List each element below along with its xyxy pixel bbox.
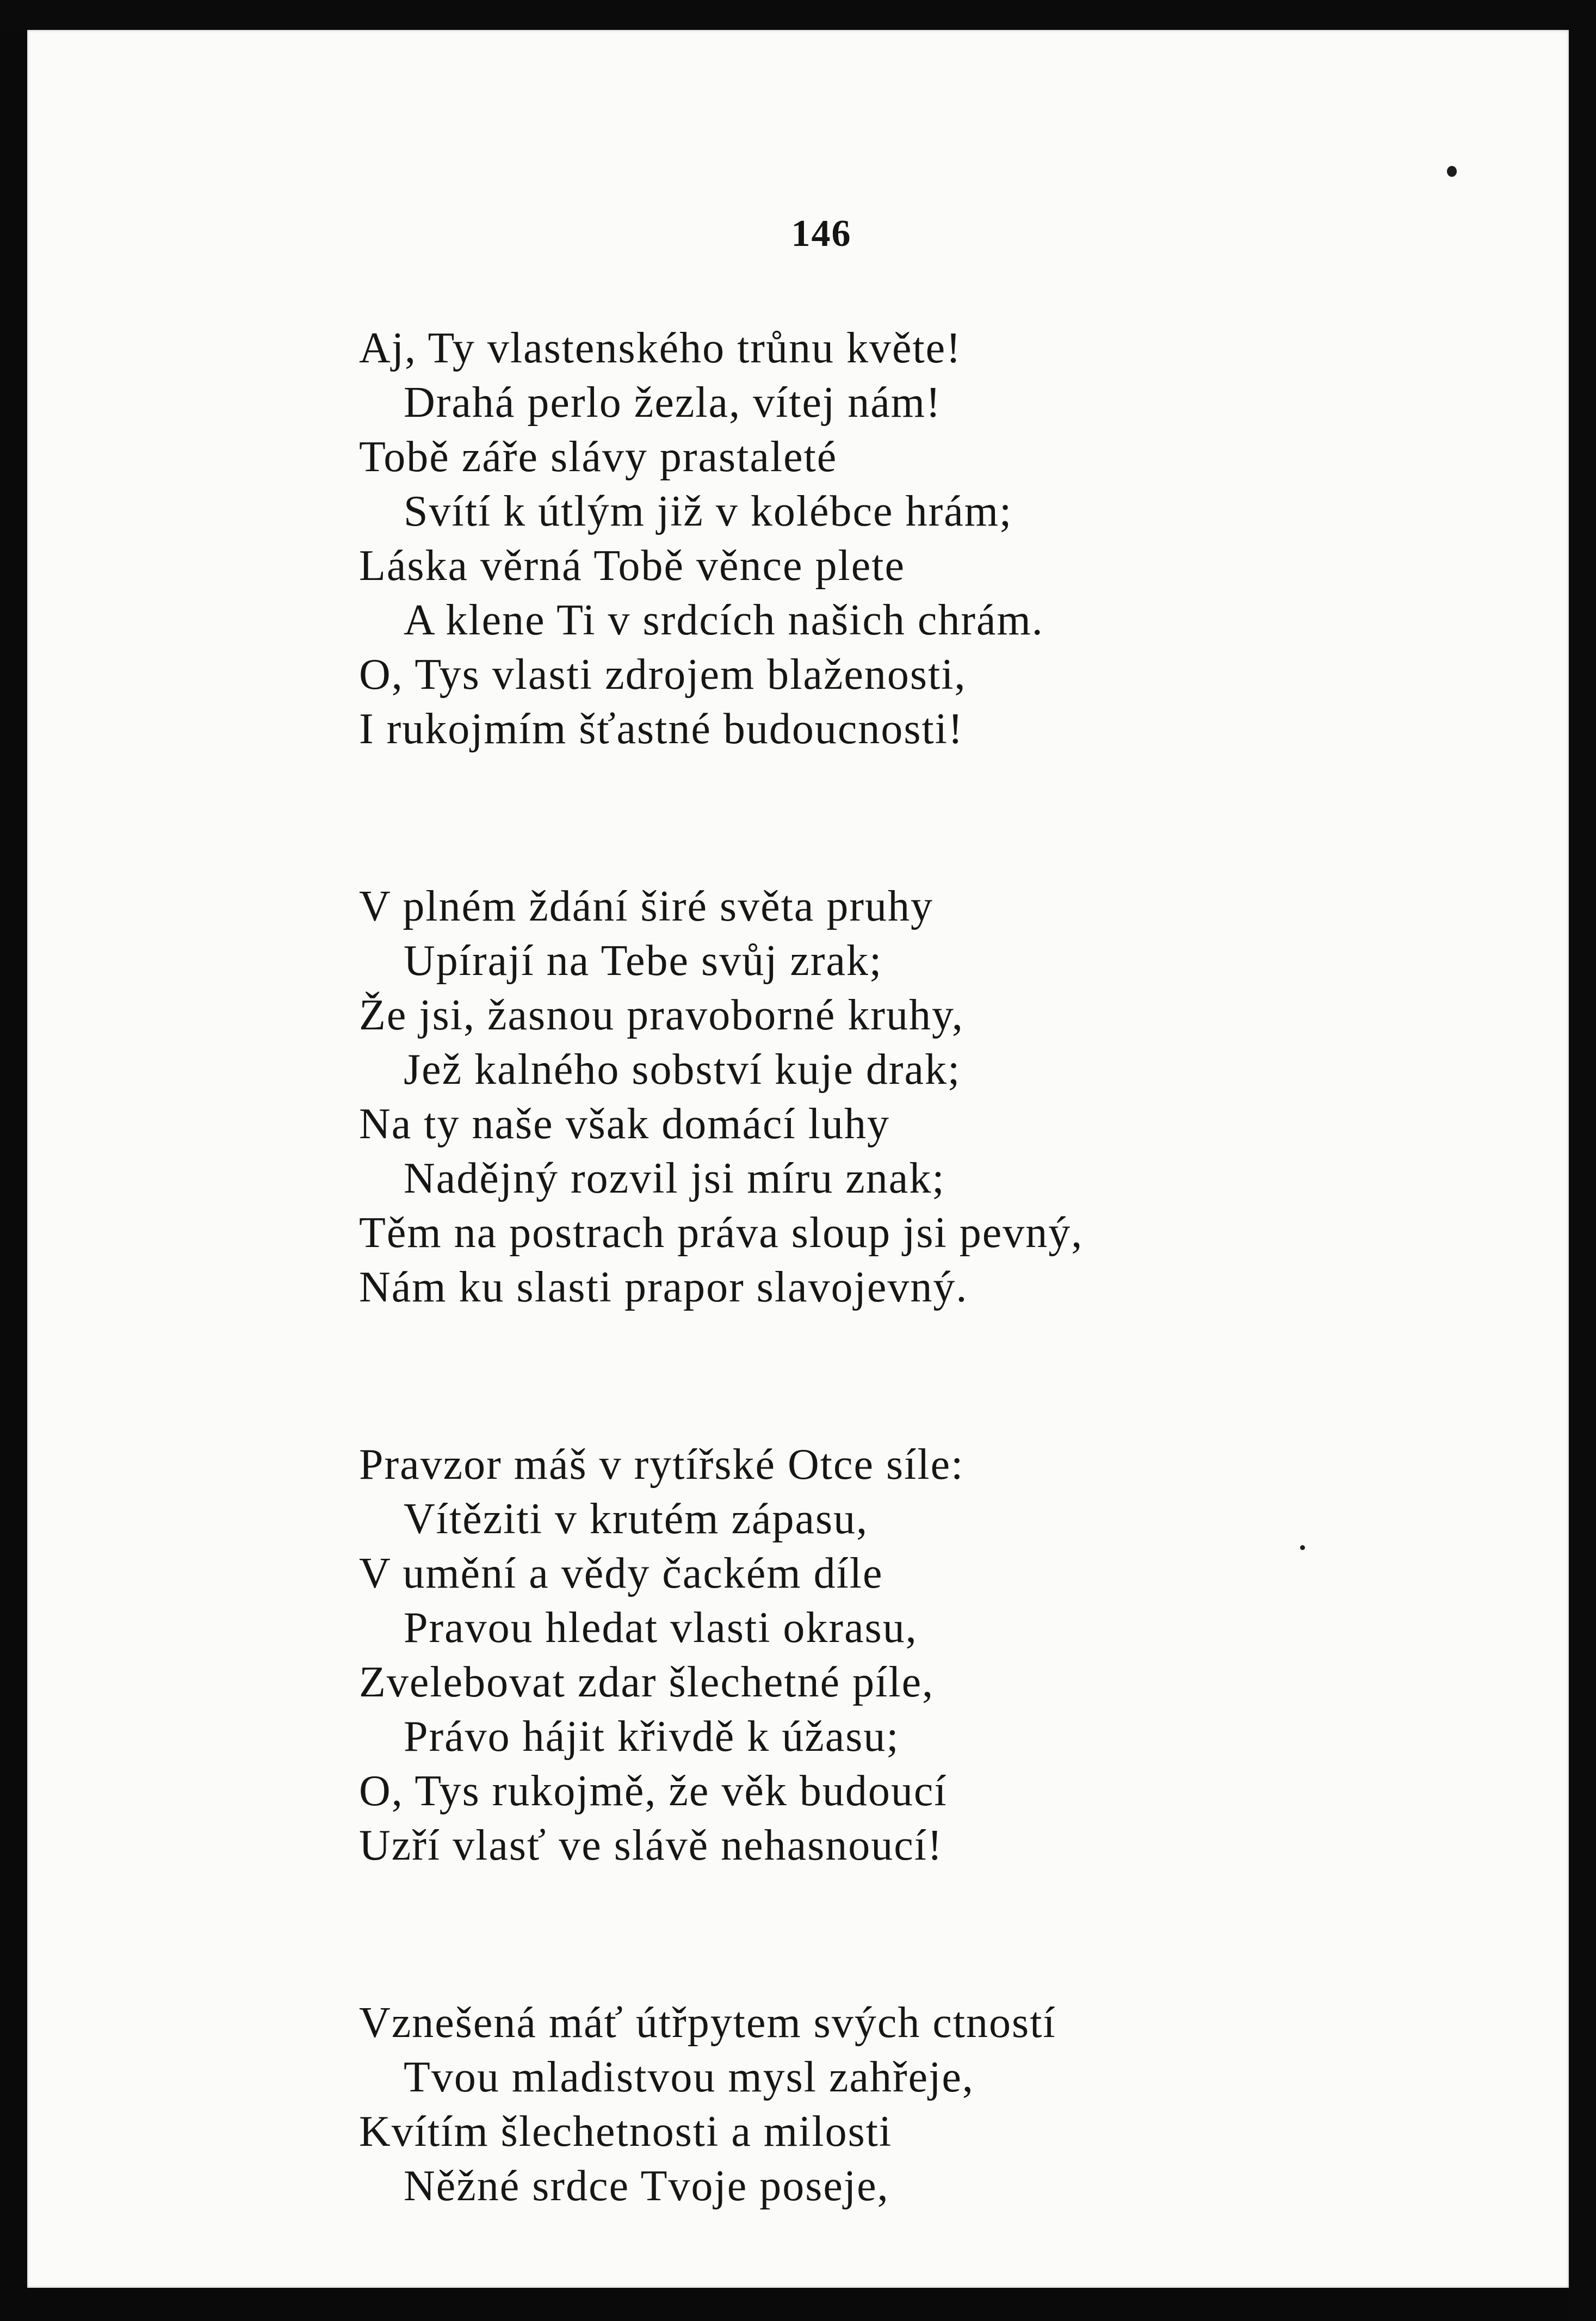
verse-line: Pravzor máš v rytířské Otce síle: [359, 1441, 964, 1489]
verse-line: Něžné srdce Tvoje poseje, [404, 2162, 889, 2210]
verse-line: O, Tys rukojmě, že věk budoucí [359, 1767, 948, 1815]
verse-line: A klene Ti v srdcích našich chrám. [404, 596, 1044, 644]
print-speck [1447, 166, 1457, 177]
stanza-3 [359, 1437, 1393, 1873]
scan-border-top [0, 0, 1596, 30]
verse-line: O, Tys vlasti zdrojem blaženosti, [359, 651, 967, 699]
verse-line: Kvítím šlechetnosti a milosti [359, 2108, 893, 2156]
verse-line: Zvelebovat zdar šlechetné píle, [359, 1658, 935, 1706]
verse-line: Aj, Ty vlastenského trůnu květe! [359, 324, 962, 372]
verse-line: Vznešená máť útřpytem svých ctností [359, 1999, 1056, 2047]
verse-line: Pravou hledat vlasti okrasu, [404, 1604, 918, 1652]
verse-line: Jež kalného sobství kuje drak; [404, 1046, 961, 1094]
verse-line: Těm na postrach práva sloup jsi pevný, [359, 1209, 1084, 1257]
verse-line: V umění a vědy čackém díle [359, 1550, 883, 1597]
verse-line: Upírají na Tebe svůj zrak; [404, 937, 883, 985]
verse-line: Vítěziti v krutém zápasu, [404, 1495, 869, 1543]
scan-border-right [1569, 0, 1596, 2321]
verse-line: Tobě záře slávy prastaleté [359, 433, 838, 481]
page-number: 146 [791, 213, 852, 255]
stanza-1 [359, 321, 1393, 756]
verse-line: Drahá perlo žezla, vítej nám! [404, 379, 942, 427]
stanza-2 [359, 879, 1393, 1314]
verse-line: Svítí k útlým již v kolébce hrám; [404, 487, 1013, 535]
poem [359, 321, 1393, 2213]
verse-line: Láska věrná Tobě věnce plete [359, 542, 906, 590]
verse-line: Tvou mladistvou mysl zahřeje, [404, 2053, 974, 2101]
verse-line: Nadějný rozvil jsi míru znak; [404, 1155, 945, 1202]
verse-line: Uzří vlasť ve slávě nehasnoucí! [359, 1822, 943, 1869]
verse-line: Na ty naše však domácí luhy [359, 1100, 890, 1148]
verse-line: Právo hájit křivdě k úžasu; [404, 1713, 900, 1761]
stanza-4 [359, 1996, 1393, 2213]
verse-line: Že jsi, žasnou pravoborné kruhy, [359, 991, 964, 1039]
verse-line: V plném ždání širé světa pruhy [359, 882, 934, 930]
verse-line: Nám ku slasti prapor slavojevný. [359, 1263, 968, 1311]
verse-line: I rukojmím šťastné budoucnosti! [359, 705, 964, 753]
